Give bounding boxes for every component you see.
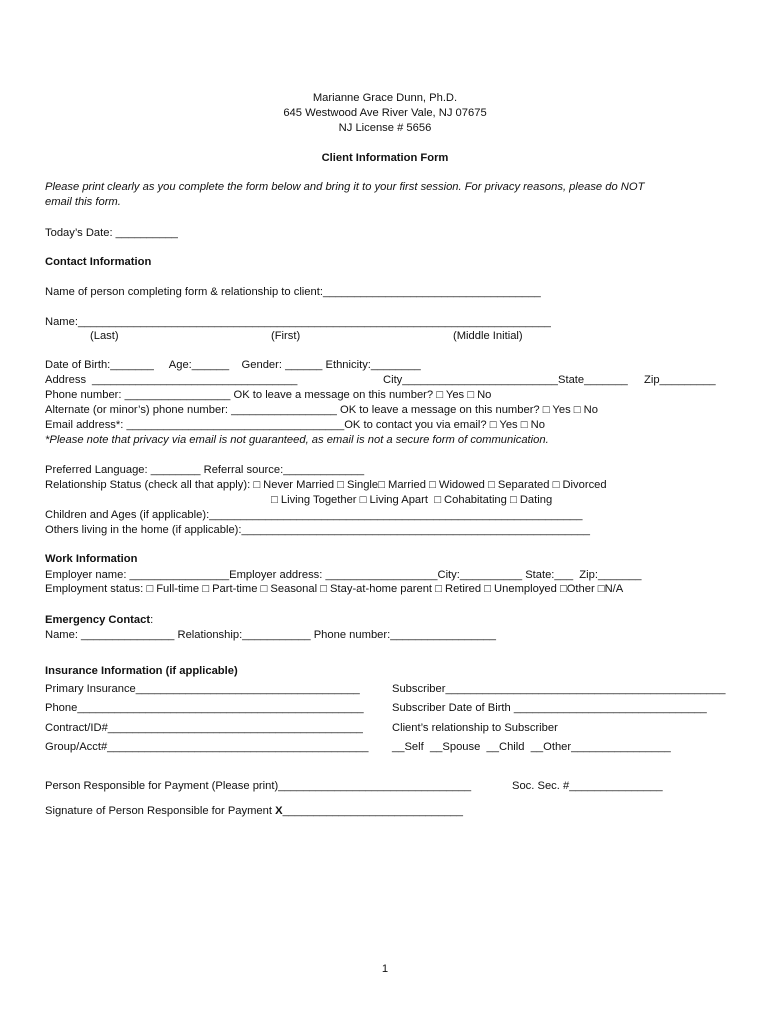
signature-blank[interactable]: _____________________________ [282,805,463,817]
client-relationship-label: Client’s relationship to Subscriber [392,722,558,734]
city-field[interactable]: City_________________________ [383,374,558,386]
alternate-phone-field[interactable]: Alternate (or minor’s) phone number: _________________ OK to leave a message on this number? □ Yes □ No [45,404,598,416]
name-field[interactable]: Name:____________________________________________________________________________ [45,316,551,328]
state-field[interactable]: State_______ [558,374,628,386]
contact-heading: Contact Information [45,256,152,268]
emergency-contact-field[interactable]: Name: _______________ Relationship:___________ Phone number:_________________ [45,629,496,641]
contract-id-field[interactable]: Contract/ID#_________________________________________ [45,722,363,734]
relationship-status-options-2[interactable]: □ Living Together □ Living Apart □ Cohabitating □ Dating [271,494,553,506]
email-privacy-note: *Please note that privacy via email is not guaranteed, as email is not a secure form of communication. [45,434,549,446]
emergency-heading-text: Emergency Contact [45,614,151,626]
subscriber-field[interactable]: Subscriber_____________________________________________ [392,683,726,695]
emergency-heading-colon: : [150,614,154,626]
address-field[interactable]: _________________________________ [92,374,298,386]
work-heading: Work Information [45,553,138,565]
instructions: Please print clearly as you complete the form below and bring it to your first session. For privacy reasons, please do NOT [45,181,645,193]
email-field[interactable]: Email address*: ___________________________________OK to contact you via email? □ Yes □ No [45,419,545,431]
last-name-label: (Last) [90,330,119,342]
instructions-continued: email this form. [45,196,121,208]
group-acct-field[interactable]: Group/Acct#__________________________________________ [45,741,369,753]
insurance-phone-field[interactable]: Phone______________________________________________ [45,702,364,714]
primary-insurance-field[interactable]: Primary Insurance____________________________________ [45,683,360,695]
phone-field[interactable]: Phone number: _________________ OK to leave a message on this number? □ Yes □ No [45,389,492,401]
page-number: 1 [381,963,389,975]
practitioner-name: Marianne Grace Dunn, Ph.D. [312,92,458,104]
middle-initial-label: (Middle Initial) [453,330,523,342]
signature-x-mark: X [275,805,283,817]
ssn-field[interactable]: Soc. Sec. #_______________ [512,780,663,792]
zip-field[interactable]: Zip_________ [644,374,716,386]
emergency-heading [45,613,153,627]
payment-signature-line[interactable] [45,804,463,818]
practitioner-address: 645 Westwood Ave River Vale, NJ 07675 [283,107,487,119]
children-field[interactable]: Children and Ages (if applicable):____________________________________________________________ [45,509,583,521]
license-number: NJ License # 5656 [338,122,432,134]
client-relationship-options[interactable]: __Self __Spouse __Child __Other________________ [392,741,671,753]
address-label: Address [45,374,87,386]
form-title: Client Information Form [321,152,449,164]
completing-person-field[interactable]: Name of person completing form & relationship to client:___________________________________ [45,286,541,298]
subscriber-dob-field[interactable]: Subscriber Date of Birth _______________________________ [392,702,707,714]
employment-status-options[interactable]: Employment status: □ Full-time □ Part-time □ Seasonal □ Stay-at-home parent □ Retired □ Unemployed □Other □N/A [45,583,624,595]
dob-age-gender-ethnicity-line[interactable]: Date of Birth:_______ Age:______ Gender: ______ Ethnicity:________ [45,359,421,371]
todays-date-field[interactable]: Today’s Date: __________ [45,227,178,239]
language-referral-field[interactable]: Preferred Language: ________ Referral source:_____________ [45,464,365,476]
signature-label: Signature of Person Responsible for Payment [45,805,276,817]
insurance-heading: Insurance Information (if applicable) [45,665,238,677]
others-in-home-field[interactable]: Others living in the home (if applicable):________________________________________________________ [45,524,590,536]
first-name-label: (First) [271,330,301,342]
employer-field[interactable]: Employer name: ________________Employer address: __________________City:__________ State:___ Zip:_______ [45,569,642,581]
relationship-status-options[interactable]: Relationship Status (check all that apply): □ Never Married □ Single□ Married □ Widowed □ Separated □ Divorced [45,479,607,491]
payment-responsible-field[interactable]: Person Responsible for Payment (Please print)_______________________________ [45,780,472,792]
